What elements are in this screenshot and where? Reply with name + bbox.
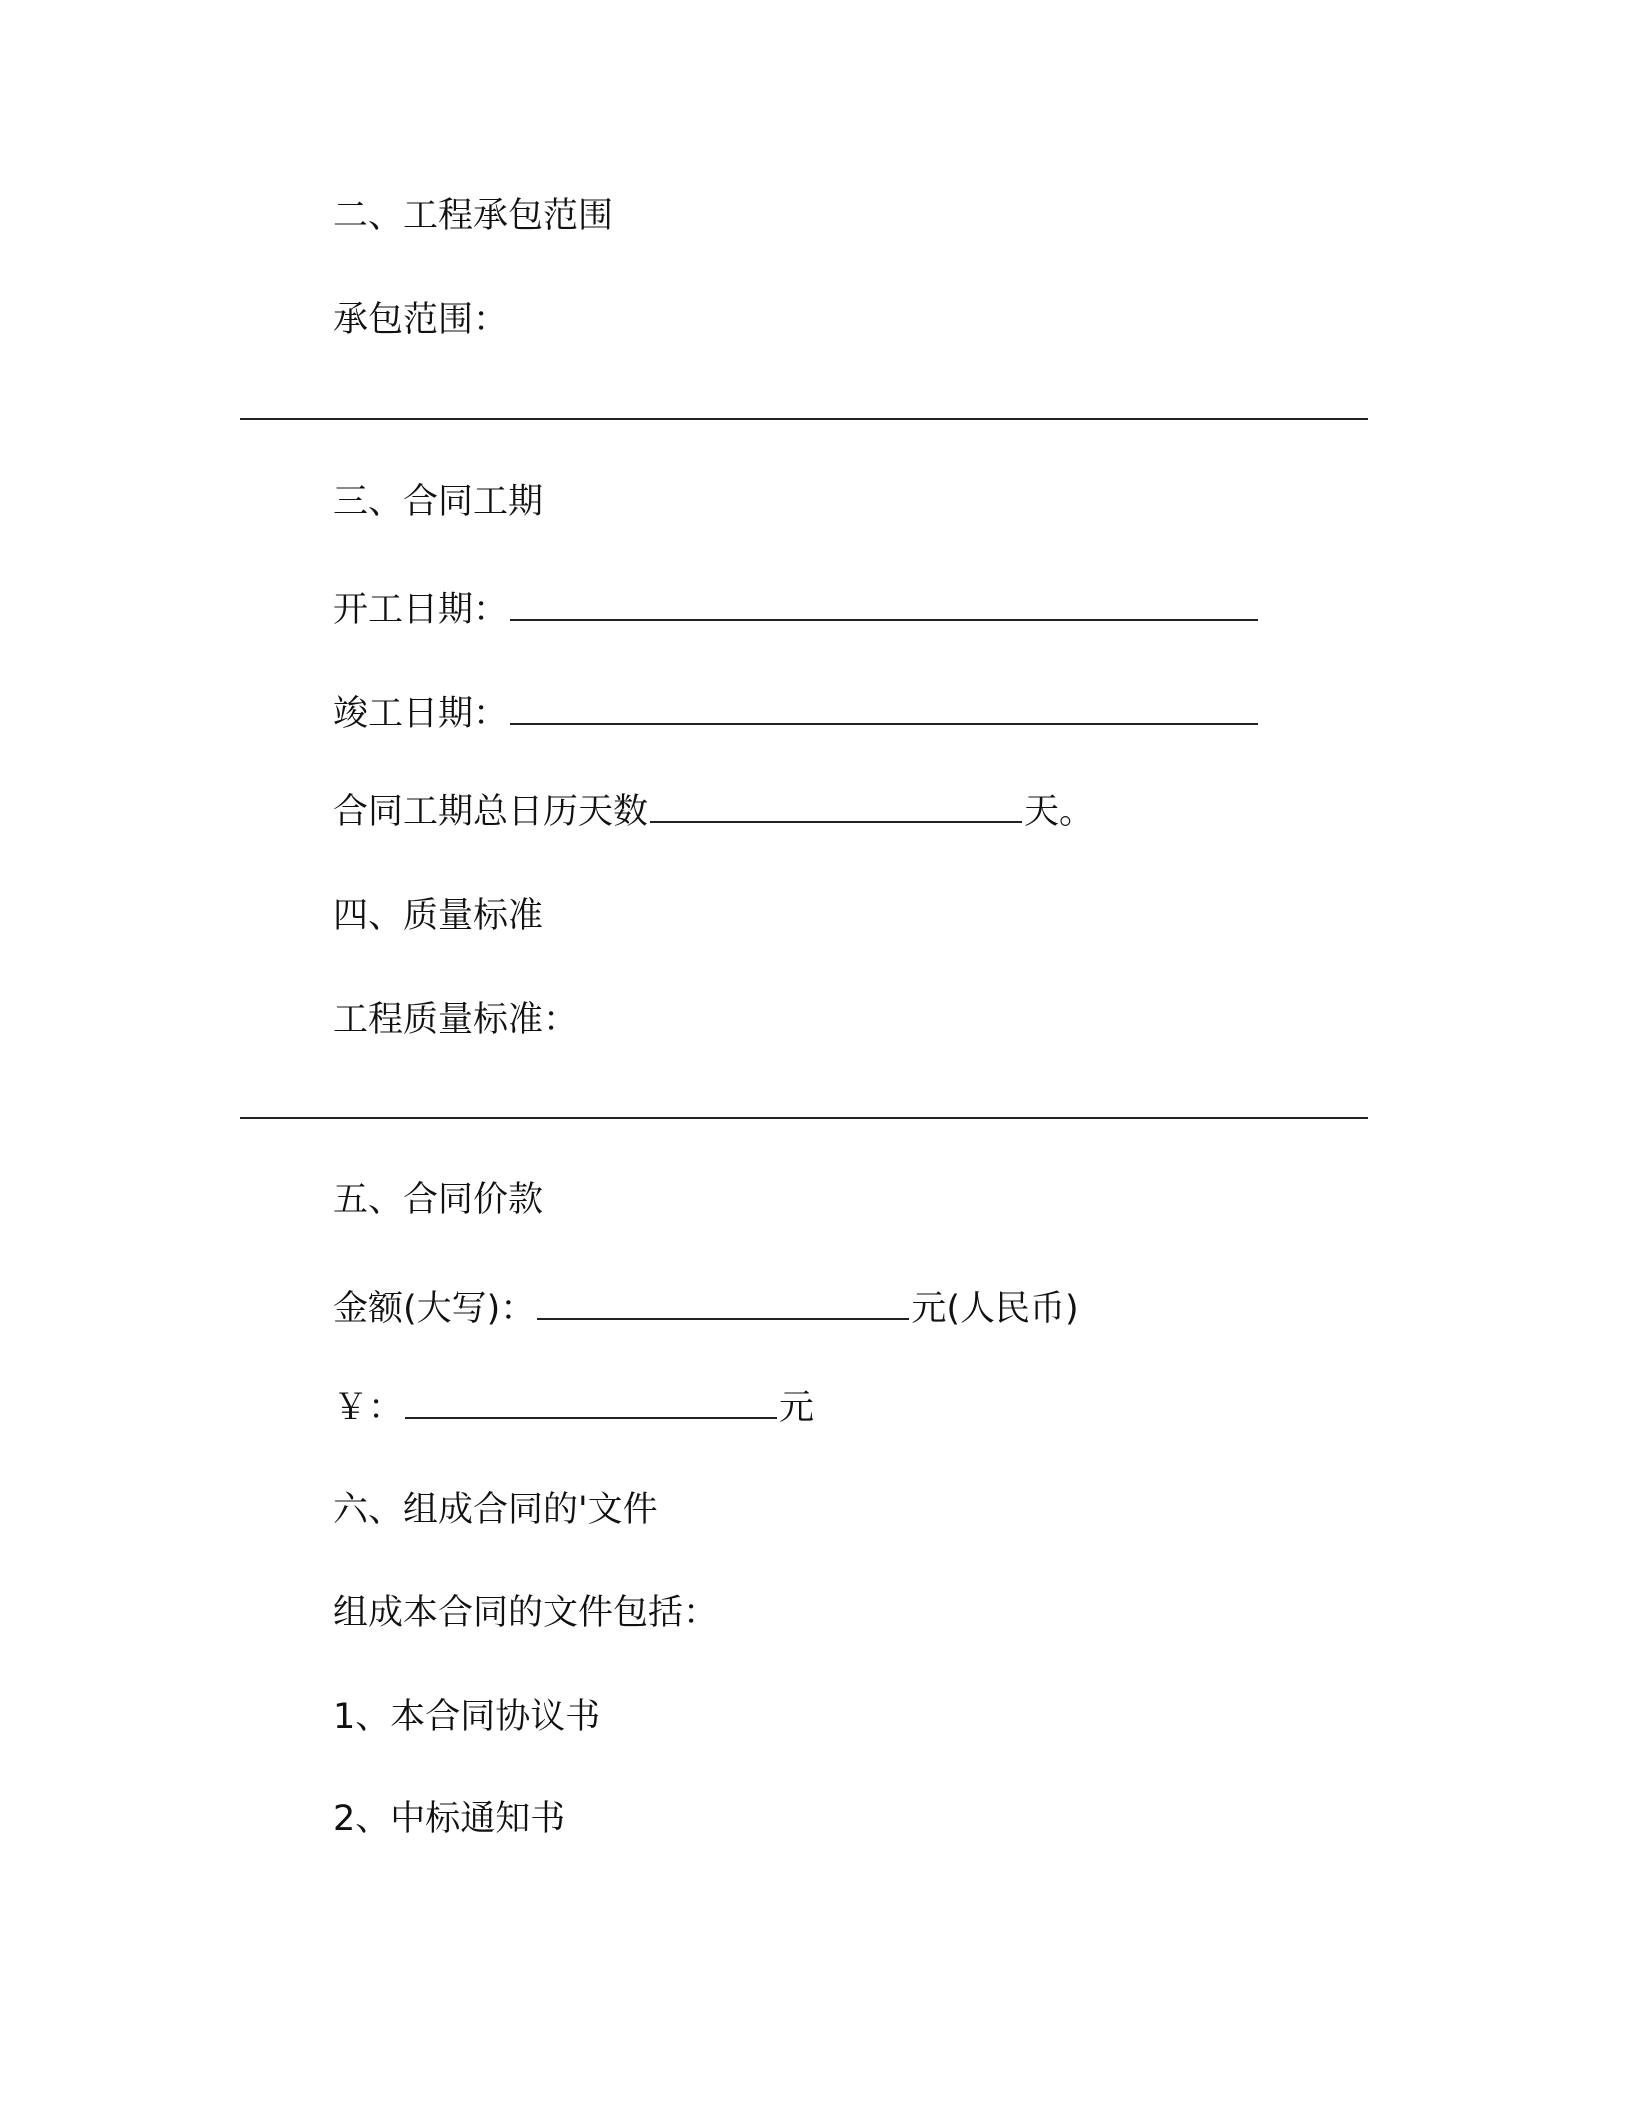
total-days-suffix: 天。 [1024,792,1095,832]
document-item: 2、中标通知书 [333,1799,566,1839]
scope-label: 承包范围： [333,300,509,340]
end-date-row [333,690,1260,738]
start-date-label: 开工日期： [333,590,509,630]
section-heading-period: 三、合同工期 [333,482,544,522]
document-item: 1、本合同协议书 [333,1697,601,1737]
yen-label: ￥： [333,1388,404,1428]
amount-blank [537,1288,909,1320]
documents-intro: 组成本合同的文件包括： [333,1593,719,1633]
amount-row [333,1285,1079,1333]
section-heading-quality: 四、质量标准 [333,896,544,936]
section-heading-scope: 二、工程承包范围 [333,196,614,236]
yen-suffix: 元 [779,1388,815,1428]
section-heading-price: 五、合同价款 [333,1180,544,1220]
yen-blank [405,1387,777,1419]
quality-fill-line [240,1117,1368,1119]
amount-label: 金额(大写)： [333,1289,536,1329]
yen-row [333,1384,814,1432]
amount-suffix: 元(人民币) [911,1289,1079,1329]
total-days-label: 合同工期总日历天数 [333,792,649,832]
end-date-label: 竣工日期： [333,694,509,734]
total-days-row [333,788,1094,836]
total-days-blank [650,791,1022,823]
start-date-row [333,586,1260,634]
quality-label: 工程质量标准： [333,1000,579,1040]
end-date-blank [510,693,1258,725]
start-date-blank [510,589,1258,621]
scope-fill-line [240,418,1368,420]
section-heading-documents: 六、组成合同的'文件 [333,1490,658,1530]
